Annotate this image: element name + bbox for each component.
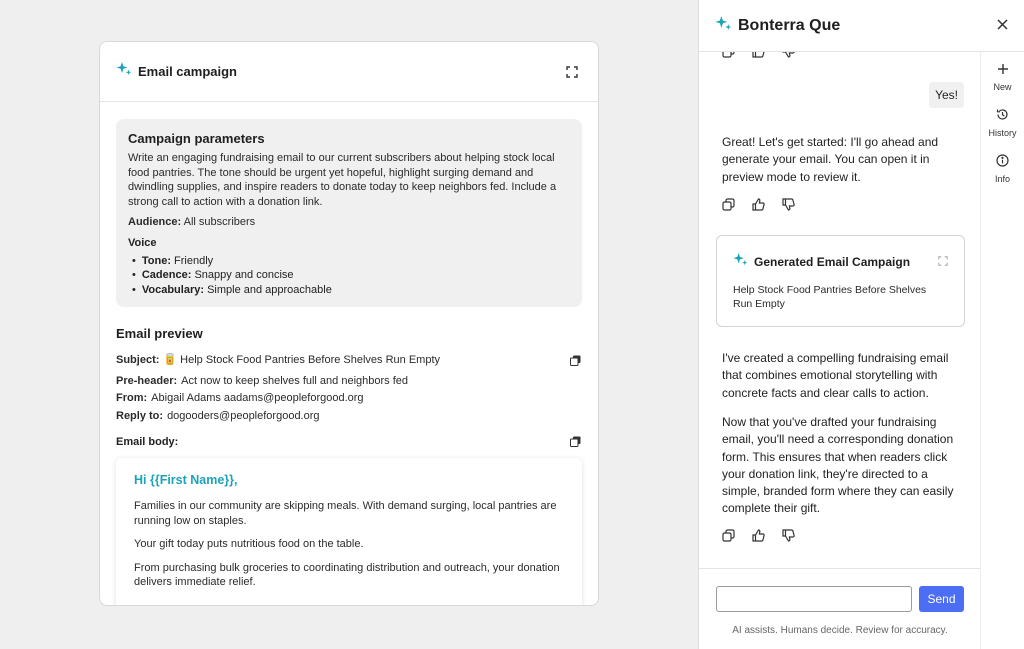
email-body-row bbox=[116, 436, 582, 448]
expand-icon[interactable] bbox=[938, 253, 948, 271]
audience-value: All subscribers bbox=[183, 216, 256, 228]
from-label: From: bbox=[116, 392, 148, 404]
thumbs-up-icon[interactable] bbox=[752, 198, 766, 212]
email-body bbox=[116, 458, 582, 606]
composer bbox=[699, 568, 981, 649]
voice-item-label: Vocabulary: bbox=[141, 283, 205, 296]
params-description: Write an engaging fundraising email to our current subscribers about helping stock local food pantries. The tone should be urgent yet hopeful, highlight surging demand and dwindling supplies, and inspire readers to donate today to keep neighbors fed. Include a strong call to action with a donation link. bbox=[128, 152, 557, 208]
rail-item-label: Info bbox=[994, 174, 1010, 184]
params-heading: Campaign parameters bbox=[128, 131, 265, 146]
assistant-message: Now that you've drafted your fundraising email, you'll need a corresponding donation form. This ensures that when readers click your donation link, they're directed to a simple, branded form where they can easily complete their gift. bbox=[722, 415, 954, 516]
thumbs-down-icon[interactable] bbox=[782, 529, 796, 543]
side-rail bbox=[980, 52, 1024, 649]
expand-icon[interactable] bbox=[562, 62, 582, 82]
email-greeting: Hi {{First Name}}, bbox=[134, 473, 238, 487]
preheader-label: Pre-header: bbox=[116, 374, 178, 387]
email-preview-heading: Email preview bbox=[116, 326, 203, 341]
email-paragraph: Your gift today puts nutritious food on the table. bbox=[134, 538, 364, 550]
voice-item bbox=[128, 283, 570, 298]
voice-item-value: Snappy and concise bbox=[194, 269, 294, 281]
subject-row bbox=[116, 352, 582, 370]
thumbs-up-icon[interactable] bbox=[752, 52, 766, 59]
disclaimer-text: AI assists. Humans decide. Review for accuracy. bbox=[732, 625, 948, 636]
reply-to-value: dogooders@peopleforgood.org bbox=[167, 409, 320, 422]
thumbs-down-icon[interactable] bbox=[782, 52, 796, 59]
from-row bbox=[116, 390, 582, 408]
sparkle-icon bbox=[116, 61, 132, 82]
history-icon bbox=[996, 108, 1009, 126]
close-icon[interactable] bbox=[997, 17, 1008, 35]
assistant-message: Great! Let's get started: I'll go ahead and generate your email. You can open it in preview mode to review it. bbox=[722, 135, 939, 184]
chat-thread[interactable] bbox=[699, 52, 981, 568]
thumbs-up-icon[interactable] bbox=[752, 529, 766, 543]
feedback-row bbox=[699, 529, 796, 543]
preheader-row bbox=[116, 373, 582, 391]
voice-heading: Voice bbox=[128, 236, 157, 249]
feedback-row bbox=[699, 52, 796, 59]
from-value: Abigail Adams aadams@peopleforgood.org bbox=[151, 392, 364, 404]
rail-item-new[interactable] bbox=[981, 62, 1024, 92]
card-header bbox=[100, 42, 598, 102]
generated-email-card[interactable] bbox=[716, 235, 965, 327]
subject-label: Subject: bbox=[116, 354, 160, 366]
sparkle-icon bbox=[733, 252, 748, 272]
voice-item-value: Simple and approachable bbox=[207, 283, 332, 296]
user-message: Yes! bbox=[929, 82, 964, 108]
card-title: Email campaign bbox=[138, 64, 237, 79]
email-paragraph: From purchasing bulk groceries to coordinating distribution and outreach, your donation delivers immediate relief. bbox=[134, 561, 560, 588]
voice-item-label: Cadence: bbox=[141, 269, 192, 281]
generated-card-subtitle: Help Stock Food Pantries Before Shelves Run Empty bbox=[733, 284, 927, 310]
copy-icon[interactable] bbox=[722, 52, 736, 59]
voice-item-value: Friendly bbox=[174, 254, 214, 267]
voice-item-label: Tone: bbox=[141, 254, 171, 267]
copy-body-icon[interactable] bbox=[570, 436, 582, 448]
rail-item-label: History bbox=[988, 128, 1017, 138]
email-campaign-card bbox=[99, 41, 599, 606]
rail-item-history[interactable] bbox=[981, 108, 1024, 138]
subject-value: 🥫 Help Stock Food Pantries Before Shelves Run Empty bbox=[163, 354, 441, 366]
audience-label: Audience: bbox=[128, 216, 182, 228]
thumbs-down-icon[interactable] bbox=[782, 198, 796, 212]
reply-to-row bbox=[116, 408, 582, 426]
voice-item bbox=[128, 268, 570, 283]
copy-icon[interactable] bbox=[722, 198, 736, 212]
email-body-label: Email body: bbox=[116, 436, 179, 448]
info-icon bbox=[996, 154, 1009, 172]
email-paragraph: Families in our community are skipping meals. With demand surging, local pantries are running low on staples. bbox=[134, 500, 557, 527]
generated-card-title: Generated Email Campaign bbox=[754, 255, 911, 269]
audience-row bbox=[128, 215, 570, 230]
copy-icon[interactable] bbox=[722, 529, 736, 543]
reply-to-label: Reply to: bbox=[116, 409, 164, 422]
assistant-message: I've created a compelling fundraising email that combines emotional storytelling with concrete facts and clear calls to action. bbox=[722, 351, 949, 400]
voice-item bbox=[128, 254, 570, 269]
campaign-parameters bbox=[116, 119, 582, 307]
panel-header bbox=[699, 0, 1024, 52]
panel-title: Bonterra Que bbox=[738, 16, 841, 34]
rail-item-label: New bbox=[993, 82, 1012, 92]
sparkle-icon bbox=[715, 15, 732, 37]
preheader-value: Act now to keep shelves full and neighbors fed bbox=[181, 374, 409, 387]
rail-item-info[interactable] bbox=[981, 154, 1024, 184]
plus-icon bbox=[997, 62, 1009, 80]
assistant-panel bbox=[698, 0, 1024, 649]
voice-list bbox=[128, 254, 570, 298]
send-button[interactable]: Send bbox=[919, 586, 964, 612]
feedback-row bbox=[699, 198, 796, 212]
message-input[interactable] bbox=[716, 586, 912, 612]
copy-subject-icon[interactable] bbox=[570, 355, 582, 367]
